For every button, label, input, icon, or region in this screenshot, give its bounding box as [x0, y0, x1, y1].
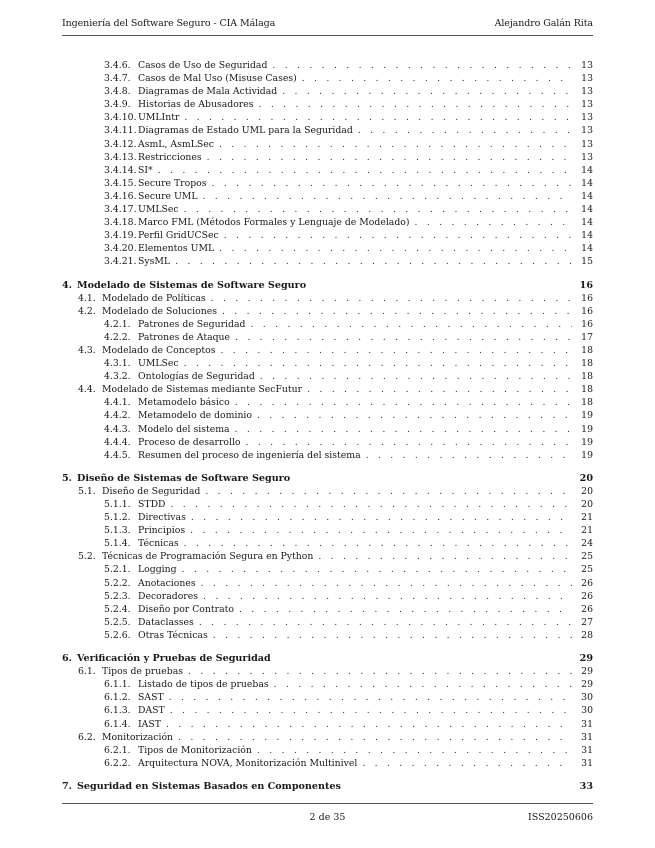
section-gap — [62, 269, 593, 279]
toc-subsection-entry[interactable] — [62, 203, 593, 216]
toc-subsection-entry[interactable] — [62, 603, 593, 616]
toc-entry-page: 30 — [581, 705, 593, 717]
dot-leader — [235, 331, 572, 344]
toc-section-entry[interactable] — [62, 485, 593, 498]
toc-entry-title: Tipos de Monitorización — [138, 744, 252, 756]
dot-leader — [250, 318, 572, 331]
toc-subsection-entry[interactable] — [62, 524, 593, 537]
dot-leader — [307, 383, 572, 396]
toc-entry-number: 5.2.1. — [104, 564, 131, 576]
toc-entry-number: 4.4.3. — [104, 423, 131, 435]
toc-section-entry[interactable] — [62, 292, 593, 305]
toc-entry-page: 13 — [581, 86, 593, 98]
toc-entry-page: 31 — [581, 744, 593, 756]
toc-entry-number: 7. — [62, 780, 73, 792]
toc-entry-title: Diagramas de Estado UML para la Seguridad — [138, 125, 353, 137]
toc-subsection-entry[interactable] — [62, 357, 593, 370]
toc-entry-title: Proceso de desarrollo — [138, 436, 241, 448]
toc-entry-number: 3.4.7. — [104, 73, 131, 85]
toc-entry-title: Arquitectura NOVA, Monitorización Multinivel — [138, 757, 358, 769]
dot-leader — [239, 603, 572, 616]
toc-entry-page: 29 — [581, 666, 593, 678]
toc-subsection-entry[interactable] — [62, 537, 593, 550]
toc-entry-number: 6.1. — [78, 666, 96, 678]
dot-leader — [184, 357, 572, 370]
toc-entry-number: 6.2. — [78, 731, 96, 743]
toc-section-entry[interactable] — [62, 383, 593, 396]
toc-subsection-entry[interactable] — [62, 409, 593, 422]
toc-chapter-entry[interactable] — [62, 472, 593, 485]
toc-entry-page: 19 — [581, 423, 593, 435]
toc-entry-number: 3.4.11. — [104, 125, 137, 137]
toc-entry-title: Seguridad en Sistemas Basados en Componentes — [77, 780, 341, 792]
toc-subsection-entry[interactable] — [62, 318, 593, 331]
toc-subsection-entry[interactable] — [62, 59, 593, 72]
toc-entry-number: 3.4.6. — [104, 60, 131, 71]
toc-subsection-entry[interactable] — [62, 124, 593, 137]
section-gap — [62, 770, 593, 780]
toc-entry-number: 6.2.1. — [104, 744, 131, 756]
toc-subsection-entry[interactable] — [62, 718, 593, 731]
toc-entry-title: Otras Técnicas — [138, 629, 208, 641]
toc-entry-number: 5.2.2. — [104, 577, 131, 589]
toc-entry-page: 16 — [581, 292, 593, 304]
toc-entry-number: 6.2.2. — [104, 757, 131, 769]
toc-entry-title: STDD — [138, 499, 166, 510]
toc-subsection-entry[interactable] — [62, 370, 593, 383]
toc-entry-page: 26 — [581, 603, 593, 615]
toc-section-entry[interactable] — [62, 550, 593, 563]
toc-entry-number: 4.3.1. — [104, 358, 131, 370]
toc-entry-title: IAST — [138, 718, 161, 730]
dot-leader — [213, 629, 572, 642]
dot-leader — [184, 537, 572, 550]
toc-entry-page: 31 — [581, 731, 593, 743]
toc-entry-number: 5.1.2. — [104, 512, 131, 524]
toc-entry-title: Patrones de Ataque — [138, 331, 231, 343]
dot-leader — [184, 203, 572, 216]
dot-leader — [224, 229, 572, 242]
dot-leader — [362, 757, 572, 770]
toc-entry-number: 3.4.21. — [104, 256, 137, 268]
toc-entry-number: 5.1.3. — [104, 525, 131, 537]
toc-entry-title: SysML — [138, 256, 171, 268]
toc-entry-title: Técnicas — [138, 538, 179, 550]
dot-leader — [235, 396, 572, 409]
toc-entry-number: 4.4.2. — [104, 410, 131, 422]
toc-entry-page: 21 — [581, 525, 593, 537]
dot-leader — [207, 151, 572, 164]
dot-leader — [166, 718, 572, 731]
dot-leader — [220, 344, 572, 357]
toc-entry-page: 17 — [581, 331, 593, 343]
toc-entry-title: Restricciones — [138, 151, 202, 163]
toc-entry-title: Patrones de Seguridad — [138, 318, 246, 330]
toc-entry-page: 31 — [581, 757, 593, 769]
toc-entry-number: 4.3.2. — [104, 371, 131, 383]
toc-entry-number: 3.4.14. — [104, 164, 137, 176]
dot-leader — [272, 59, 572, 72]
dot-leader — [415, 216, 572, 229]
toc-entry-title: Logging — [138, 564, 177, 576]
dot-leader — [222, 305, 572, 318]
toc-chapter-entry[interactable] — [62, 279, 593, 292]
toc-entry-page: 18 — [581, 384, 593, 396]
toc-entry-title: Principios — [138, 525, 186, 537]
toc-subsection-entry[interactable] — [62, 229, 593, 242]
dot-leader — [170, 498, 572, 511]
toc-entry-page: 13 — [581, 73, 593, 85]
toc-entry-number: 5.1.1. — [104, 499, 131, 510]
dot-leader — [170, 704, 572, 717]
toc-entry-title: Secure UML — [138, 190, 198, 202]
toc-entry-number: 4.4.4. — [104, 436, 131, 448]
toc-entry-title: Ontologías de Seguridad — [138, 371, 255, 383]
toc-entry-number: 3.4.10. — [104, 112, 137, 124]
toc-entry-number: 4.2.1. — [104, 318, 131, 330]
toc-entry-number: 5.2.3. — [104, 590, 131, 602]
dot-leader — [358, 124, 572, 137]
dot-leader — [212, 177, 572, 190]
toc-entry-title: Metamodelo básico — [138, 397, 230, 409]
toc-subsection-entry[interactable] — [62, 577, 593, 590]
toc-subsection-entry[interactable] — [62, 98, 593, 111]
dot-leader — [211, 292, 572, 305]
toc-entry-title: Metamodelo de dominio — [138, 410, 252, 422]
dot-leader — [282, 85, 572, 98]
toc-entry-page: 19 — [581, 449, 593, 461]
toc-entry-number: 4. — [62, 279, 73, 291]
toc-entry-page: 14 — [581, 204, 593, 216]
page-footer — [62, 812, 593, 823]
toc-entry-title: Resumen del proceso de ingeniería del sistema — [138, 449, 361, 461]
toc-entry-page: 13 — [581, 151, 593, 163]
toc-chapter-entry[interactable] — [62, 780, 593, 793]
toc-subsection-entry[interactable] — [62, 563, 593, 576]
toc-entry-number: 4.1. — [78, 292, 96, 304]
toc-entry-title: Técnicas de Programación Segura en Python — [102, 551, 314, 563]
toc-entry-page: 15 — [581, 256, 593, 268]
dot-leader — [366, 449, 572, 462]
toc-entry-page: 26 — [581, 590, 593, 602]
toc-entry-number: 5.1.4. — [104, 538, 131, 550]
toc-entry-title: UMLSec — [138, 358, 179, 370]
toc-entry-number: 4.4.5. — [104, 449, 131, 461]
toc-subsection-entry[interactable] — [62, 511, 593, 524]
toc-entry-page: 33 — [579, 780, 593, 792]
toc-entry-title: SI* — [138, 164, 153, 176]
toc-entry-page: 21 — [581, 512, 593, 524]
toc-entry-page: 18 — [581, 358, 593, 370]
dot-leader — [178, 731, 572, 744]
toc-entry-number: 4.2. — [78, 305, 96, 317]
toc-entry-title: Marco FML (Métodos Formales y Lenguaje de Modelado) — [138, 217, 410, 229]
dot-leader — [219, 138, 572, 151]
toc-entry-title: Diagramas de Mala Actividad — [138, 86, 278, 98]
toc-entry-page: 27 — [581, 616, 593, 628]
header-document-title: Ingeniería del Software Seguro - CIA Málaga — [62, 18, 276, 29]
toc-subsection-entry[interactable] — [62, 704, 593, 717]
toc-entry-page: 18 — [581, 344, 593, 356]
toc-entry-number: 5. — [62, 472, 73, 484]
toc-entry-number: 5.2.6. — [104, 629, 131, 641]
dot-leader — [188, 665, 572, 678]
toc-subsection-entry[interactable] — [62, 744, 593, 757]
toc-entry-title: Diseño de Sistemas de Software Seguro — [77, 472, 291, 484]
toc-entry-title: DAST — [138, 705, 165, 717]
document-code: ISS20250606 — [528, 812, 593, 823]
toc-subsection-entry[interactable] — [62, 85, 593, 98]
toc-entry-page: 20 — [581, 485, 593, 497]
toc-entry-title: Modelado de Sistemas de Software Seguro — [77, 279, 307, 291]
toc-entry-number: 6.1.3. — [104, 705, 131, 717]
dot-leader — [182, 563, 572, 576]
toc-entry-page: 13 — [581, 138, 593, 150]
toc-subsection-entry[interactable] — [62, 616, 593, 629]
toc-entry-page: 19 — [581, 410, 593, 422]
toc-entry-title: Modelado de Políticas — [102, 292, 206, 304]
toc-entry-number: 6.1.1. — [104, 679, 131, 691]
toc-subsection-entry[interactable] — [62, 216, 593, 229]
toc-entry-page: 26 — [581, 577, 593, 589]
toc-subsection-entry[interactable] — [62, 678, 593, 691]
toc-subsection-entry[interactable] — [62, 111, 593, 124]
toc-subsection-entry[interactable] — [62, 590, 593, 603]
toc-entry-number: 3.4.18. — [104, 217, 137, 229]
dot-leader — [175, 255, 572, 268]
dot-leader — [201, 577, 572, 590]
toc-entry-page: 13 — [581, 99, 593, 111]
toc-section-entry[interactable] — [62, 305, 593, 318]
dot-leader — [246, 436, 572, 449]
toc-entry-page: 24 — [581, 538, 593, 550]
toc-entry-title: Diseño por Contrato — [138, 603, 234, 615]
toc-entry-page: 13 — [581, 112, 593, 124]
toc-entry-number: 5.2.5. — [104, 616, 131, 628]
toc-entry-page: 25 — [581, 564, 593, 576]
header-author: Alejandro Galán Rita — [494, 18, 593, 29]
toc-entry-page: 29 — [579, 653, 593, 665]
page-number: 2 de 35 — [309, 812, 346, 823]
toc-entry-title: AsmL, AsmLSec — [138, 138, 214, 150]
toc-entry-number: 3.4.16. — [104, 190, 137, 202]
toc-entry-title: Perfil GridUCSec — [138, 230, 219, 242]
toc-entry-title: Anotaciones — [138, 577, 196, 589]
section-gap — [62, 642, 593, 652]
toc-subsection-entry[interactable] — [62, 190, 593, 203]
toc-subsection-entry[interactable] — [62, 449, 593, 462]
toc-entry-title: Listado de tipos de pruebas — [138, 679, 269, 691]
toc-entry-page: 20 — [581, 499, 593, 510]
toc-entry-page: 14 — [581, 164, 593, 176]
toc-entry-number: 6.1.4. — [104, 718, 131, 730]
toc-entry-title: Casos de Uso de Seguridad — [138, 60, 268, 71]
toc-entry-page: 20 — [579, 472, 593, 484]
toc-entry-title: Secure Tropos — [138, 177, 207, 189]
toc-entry-title: Modelo del sistema — [138, 423, 230, 435]
toc-entry-number: 5.2. — [78, 551, 96, 563]
dot-leader — [235, 423, 572, 436]
toc-entry-page: 25 — [581, 551, 593, 563]
dot-leader — [257, 409, 572, 422]
toc-entry-number: 3.4.19. — [104, 230, 137, 242]
toc-entry-title: Tipos de pruebas — [102, 666, 184, 678]
toc-entry-number: 3.4.20. — [104, 243, 137, 255]
toc-subsection-entry[interactable] — [62, 151, 593, 164]
toc-subsection-entry[interactable] — [62, 757, 593, 770]
toc-subsection-entry[interactable] — [62, 691, 593, 704]
toc-entry-page: 30 — [581, 692, 593, 704]
dot-leader — [190, 524, 572, 537]
dot-leader — [169, 691, 572, 704]
toc-subsection-entry[interactable] — [62, 72, 593, 85]
header-rule — [62, 35, 593, 36]
dot-leader — [203, 590, 572, 603]
toc-entry-title: SAST — [138, 692, 164, 704]
dot-leader — [259, 98, 572, 111]
toc-entry-page: 14 — [581, 190, 593, 202]
toc-entry-page: 29 — [581, 679, 593, 691]
toc-subsection-entry[interactable] — [62, 164, 593, 177]
toc-entry-number: 3.4.13. — [104, 151, 137, 163]
toc-subsection-entry[interactable] — [62, 242, 593, 255]
toc-entry-page: 16 — [581, 318, 593, 330]
table-of-contents — [62, 59, 593, 793]
toc-entry-page: 16 — [579, 279, 593, 291]
toc-entry-page: 14 — [581, 230, 593, 242]
toc-entry-title: Elementos UML — [138, 243, 215, 255]
toc-subsection-entry[interactable] — [62, 396, 593, 409]
toc-entry-number: 4.4.1. — [104, 397, 131, 409]
toc-entry-title: Directivas — [138, 512, 186, 524]
toc-entry-page: 13 — [581, 60, 593, 71]
toc-entry-page: 18 — [581, 371, 593, 383]
toc-subsection-entry[interactable] — [62, 629, 593, 642]
toc-entry-title: Dataclasses — [138, 616, 194, 628]
toc-entry-number: 3.4.8. — [104, 86, 131, 98]
toc-entry-number: 3.4.15. — [104, 177, 137, 189]
toc-subsection-entry[interactable] — [62, 498, 593, 511]
toc-entry-title: Decoradores — [138, 590, 199, 602]
dot-leader — [199, 616, 572, 629]
toc-entry-page: 19 — [581, 436, 593, 448]
toc-chapter-entry[interactable] — [62, 652, 593, 665]
dot-leader — [184, 111, 572, 124]
toc-entry-title: Diseño de Seguridad — [102, 485, 201, 497]
toc-entry-number: 6. — [62, 653, 73, 665]
toc-entry-title: Modelado de Conceptos — [102, 344, 216, 356]
dot-leader — [205, 485, 572, 498]
toc-entry-page: 16 — [581, 305, 593, 317]
section-gap — [62, 462, 593, 472]
toc-entry-number: 5.2.4. — [104, 603, 131, 615]
footer-rule — [62, 803, 593, 804]
toc-entry-page: 31 — [581, 718, 593, 730]
toc-entry-page: 18 — [581, 397, 593, 409]
toc-entry-number: 4.4. — [78, 384, 96, 396]
toc-section-entry[interactable] — [62, 665, 593, 678]
dot-leader — [203, 190, 573, 203]
toc-entry-page: 14 — [581, 177, 593, 189]
dot-leader — [318, 550, 572, 563]
dot-leader — [219, 242, 572, 255]
toc-subsection-entry[interactable] — [62, 423, 593, 436]
toc-entry-title: UMLIntr — [138, 112, 180, 124]
dot-leader — [260, 370, 572, 383]
toc-entry-title: Modelado de Sistemas mediante SecFutur — [102, 384, 303, 396]
toc-entry-title: Historias de Abusadores — [138, 99, 254, 111]
toc-subsection-entry[interactable] — [62, 436, 593, 449]
dot-leader — [158, 164, 572, 177]
dot-leader — [302, 72, 572, 85]
toc-entry-page: 14 — [581, 217, 593, 229]
toc-entry-number: 4.2.2. — [104, 331, 131, 343]
toc-entry-number: 5.1. — [78, 485, 96, 497]
toc-entry-page: 14 — [581, 243, 593, 255]
toc-entry-page: 28 — [581, 629, 593, 641]
page-header — [62, 18, 593, 29]
toc-entry-number: 4.3. — [78, 344, 96, 356]
toc-entry-number: 3.4.17. — [104, 204, 137, 216]
toc-entry-number: 3.4.9. — [104, 99, 131, 111]
toc-entry-title: Casos de Mal Uso (Misuse Cases) — [138, 73, 297, 85]
toc-entry-number: 6.1.2. — [104, 692, 131, 704]
toc-subsection-entry[interactable] — [62, 138, 593, 151]
dot-leader — [257, 744, 572, 757]
toc-entry-number: 3.4.12. — [104, 138, 137, 150]
toc-subsection-entry[interactable] — [62, 255, 593, 268]
dot-leader — [191, 511, 572, 524]
dot-leader — [274, 678, 572, 691]
toc-entry-title: Monitorización — [102, 731, 174, 743]
toc-section-entry[interactable] — [62, 344, 593, 357]
toc-entry-title: Modelado de Soluciones — [102, 305, 217, 317]
toc-subsection-entry[interactable] — [62, 331, 593, 344]
toc-entry-title: Verificación y Pruebas de Seguridad — [77, 653, 271, 665]
toc-section-entry[interactable] — [62, 731, 593, 744]
toc-entry-page: 13 — [581, 125, 593, 137]
toc-subsection-entry[interactable] — [62, 177, 593, 190]
toc-entry-title: UMLSec — [138, 204, 179, 216]
